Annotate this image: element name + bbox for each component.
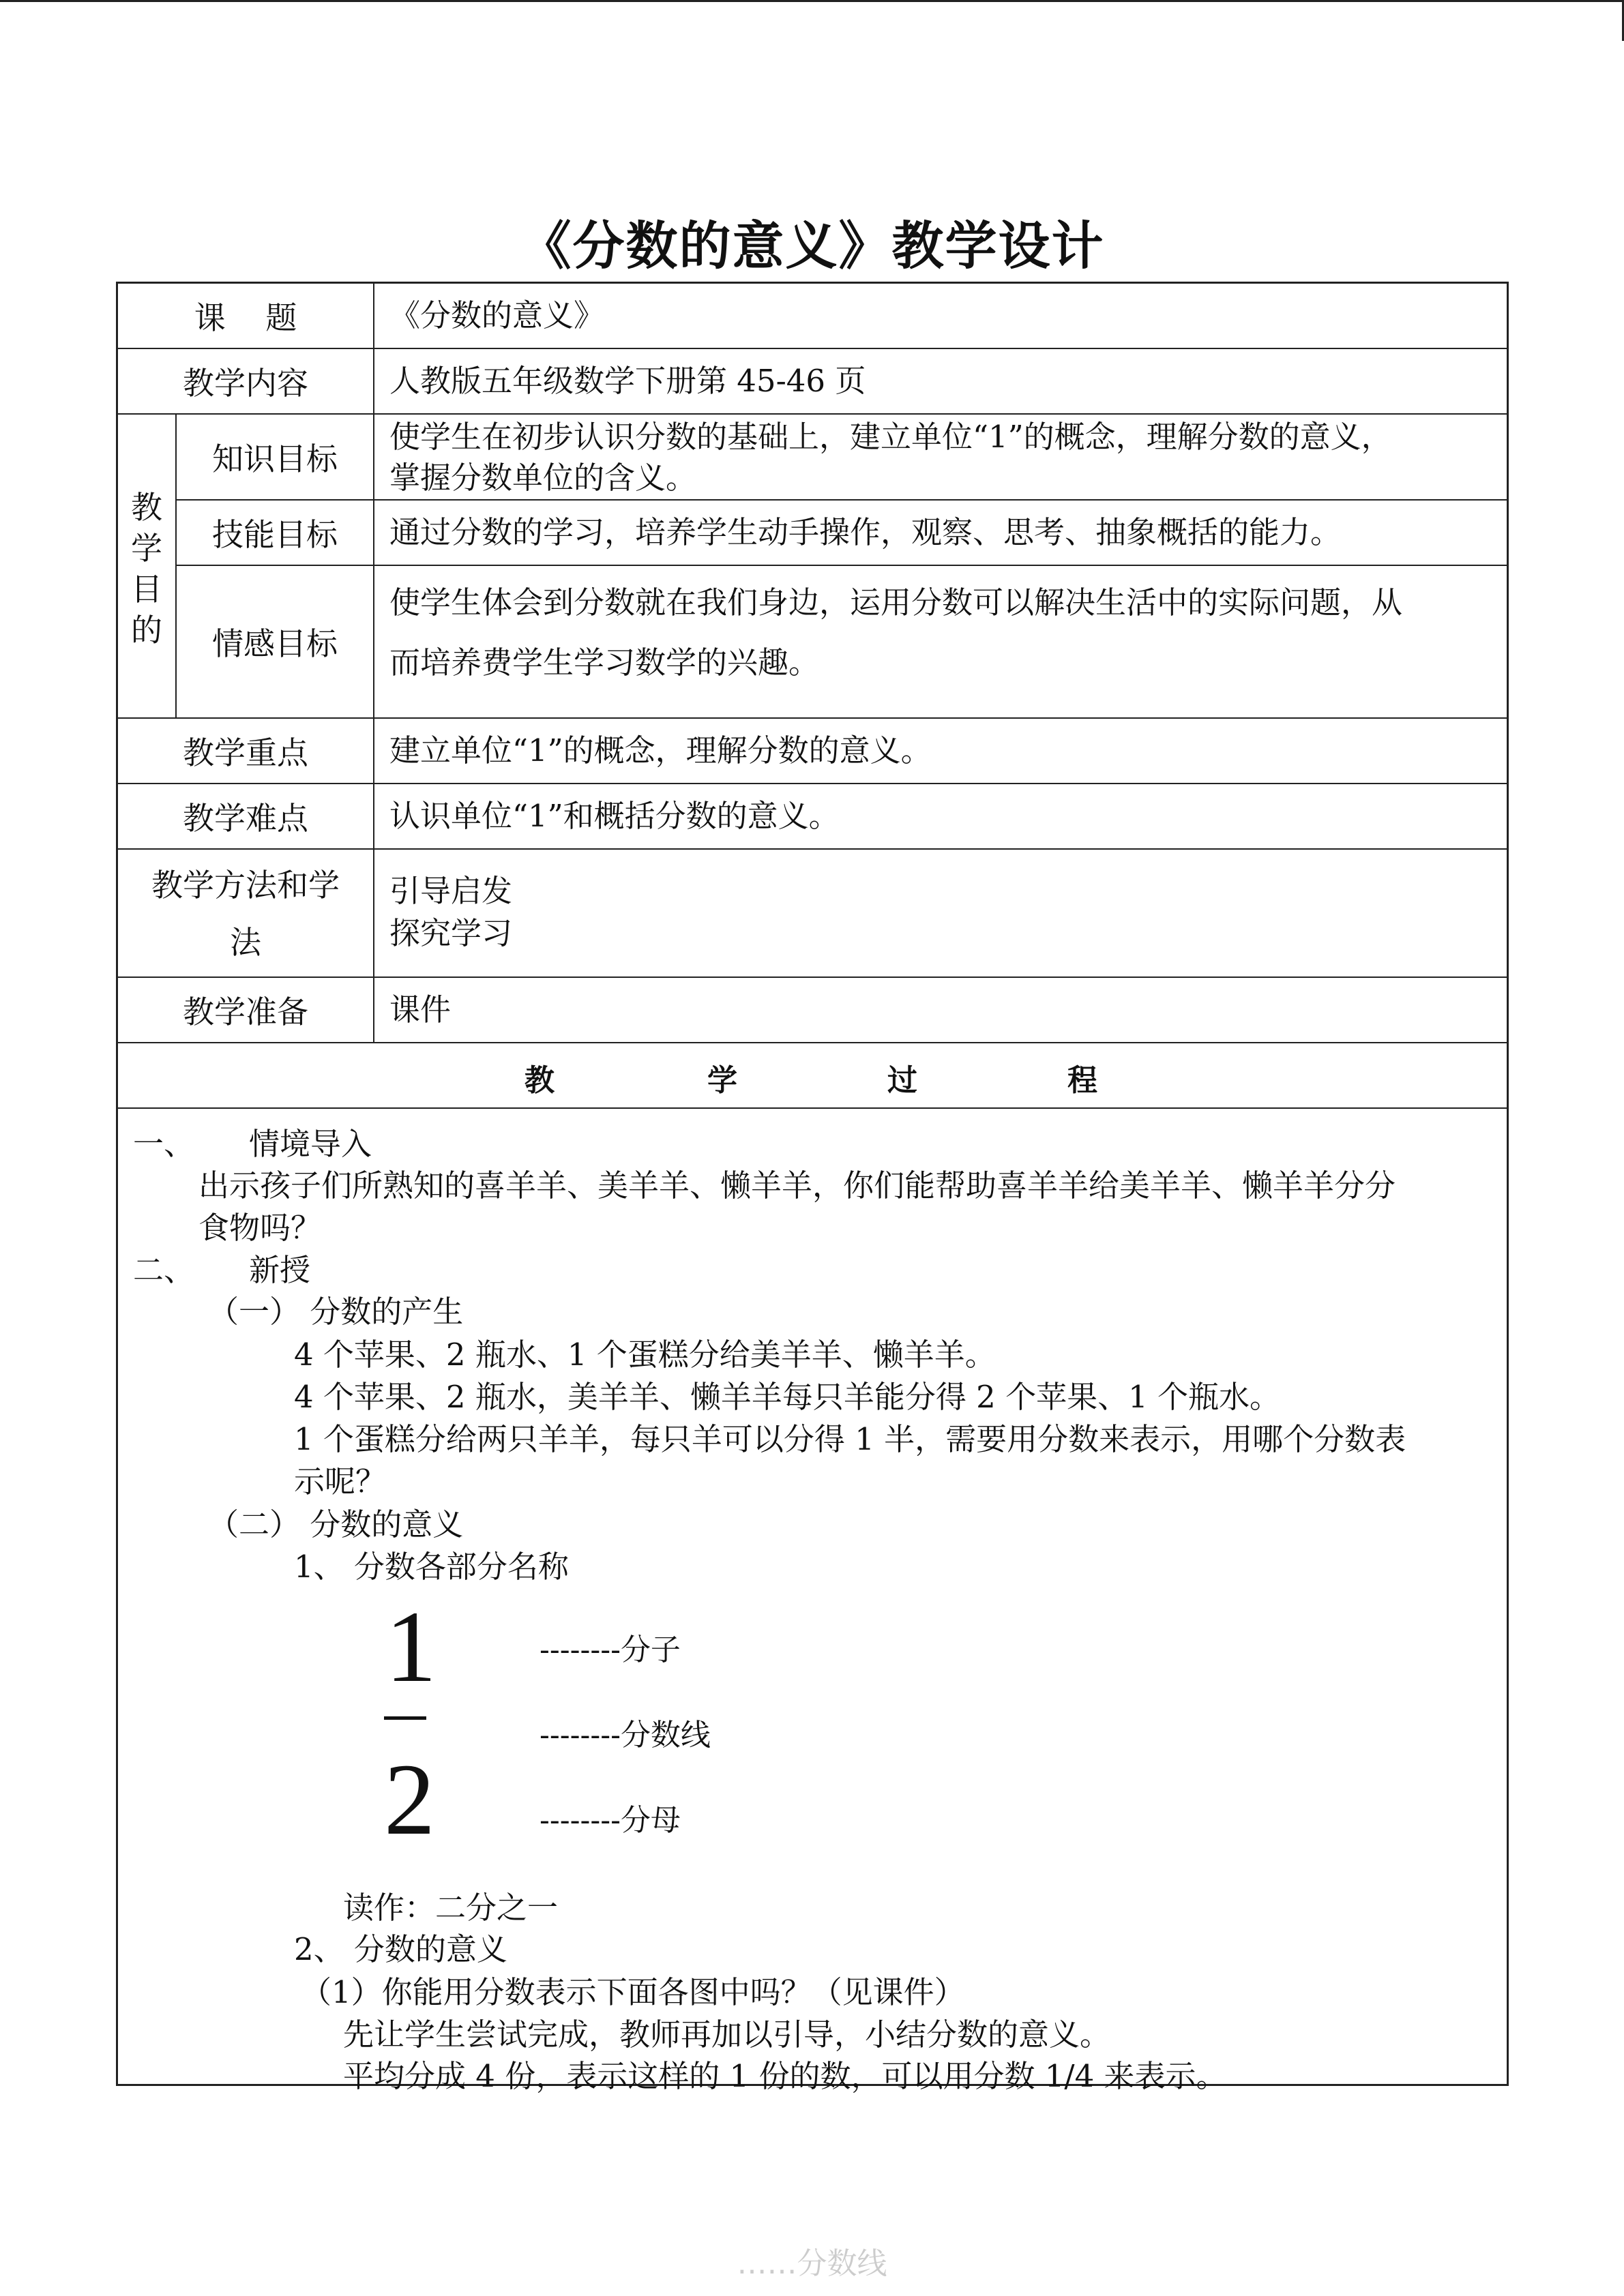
question-1: （1）你能用分数表示下面各图中吗？（见课件） xyxy=(301,1974,965,2010)
section-1-text: 出示孩子们所熟知的喜羊羊、美羊羊、懒羊羊，你们能帮助喜羊羊给美羊羊、懒羊羊分分 xyxy=(198,1167,1396,1204)
denominator-label: --------分母 xyxy=(540,1803,681,1838)
topic-label: 课 题 xyxy=(194,299,297,336)
skill-goal-value: 通过分数的学习，培养学生动手操作，观察、思考、抽象概括的能力。 xyxy=(389,514,1342,550)
difficulties-label: 教学难点 xyxy=(183,800,308,837)
subsection-1-text: 4 个苹果、2 瓶水、1 个蛋糕分给美羊羊、懒羊羊。 xyxy=(294,1337,996,1373)
emotion-goal-value: 使学生体会到分数就在我们身边，运用分数可以解决生活中的实际问题，从 而培养费学生学习数学的兴趣。 xyxy=(389,584,1403,681)
process-header-char: 过 xyxy=(887,1063,917,1098)
knowledge-goal-label: 知识目标 xyxy=(212,441,338,477)
section-1-title: 情境导入 xyxy=(249,1126,372,1162)
section-2-title: 新授 xyxy=(249,1252,311,1288)
subsection-1-text: 示呢？ xyxy=(294,1463,387,1500)
subsection-2-title: （二） 分数的意义 xyxy=(208,1506,464,1542)
fraction-numerator: 1 xyxy=(385,1590,437,1703)
key-points-value: 建立单位“1”的概念，理解分数的意义。 xyxy=(389,732,932,769)
subsection-1-text: 1 个蛋糕分给两只羊羊，每只羊可以分得 1 半，需要用分数来表示，用哪个分数表 xyxy=(294,1421,1406,1457)
preparation-value: 课件 xyxy=(389,992,452,1028)
fraction-denominator: 2 xyxy=(384,1743,435,1856)
section-1-text: 食物吗？ xyxy=(198,1210,322,1246)
skill-goal-label: 技能目标 xyxy=(212,516,338,553)
page-top-border xyxy=(0,0,1624,2)
topic-value: 《分数的意义》 xyxy=(389,297,605,333)
fraction-bar-label: --------分数线 xyxy=(540,1718,711,1753)
item-2-title: 2、 分数的意义 xyxy=(294,1931,507,1967)
question-1-text: 先让学生尝试完成，教师再加以引导，小结分数的意义。 xyxy=(343,2016,1111,2053)
process-header-char: 教 xyxy=(525,1063,555,1098)
content-label: 教学内容 xyxy=(183,365,308,402)
fraction-bar xyxy=(384,1716,426,1720)
section-1-number: 一、 xyxy=(133,1126,195,1162)
read-as-text: 读作：二分之一 xyxy=(343,1890,559,1926)
subsection-1-text: 4 个苹果、2 瓶水，美羊羊、懒羊羊每只羊能分得 2 个苹果、1 个瓶水。 xyxy=(294,1379,1281,1415)
row-divider xyxy=(118,1107,1507,1109)
document-title: 《分数的意义》教学设计 xyxy=(519,215,1105,276)
content-value: 人教版五年级数学下册第 45-46 页 xyxy=(389,363,866,399)
process-header-char: 程 xyxy=(1067,1063,1097,1098)
subsection-1-title: （一） 分数的产生 xyxy=(208,1294,464,1330)
lesson-plan-table xyxy=(116,282,1509,2094)
footer-watermark: ……分数线 xyxy=(737,2246,887,2281)
emotion-goal-label: 情感目标 xyxy=(212,625,338,662)
section-2-number: 二、 xyxy=(133,1252,195,1288)
key-points-label: 教学重点 xyxy=(183,734,308,771)
preparation-label: 教学准备 xyxy=(183,994,308,1030)
methods-value: 引导启发 探究学习 xyxy=(389,873,513,951)
numerator-label: --------分子 xyxy=(540,1632,681,1667)
process-header-char: 学 xyxy=(707,1063,737,1098)
objectives-group-label: 教 学 目 的 xyxy=(131,489,162,648)
difficulties-value: 认识单位“1”和概括分数的意义。 xyxy=(389,798,840,834)
item-1-title: 1、 分数各部分名称 xyxy=(294,1549,569,1585)
methods-label: 教学方法和学 法 xyxy=(151,867,340,961)
row-divider xyxy=(118,1042,1507,1043)
question-1-text: 平均分成 4 份，表示这样的 1 份的数，可以用分数 1/4 来表示。 xyxy=(343,2058,1227,2094)
knowledge-goal-value: 使学生在初步认识分数的基础上，建立单位“1”的概念，理解分数的意义， 掌握分数单位的含义。 xyxy=(389,419,1392,496)
